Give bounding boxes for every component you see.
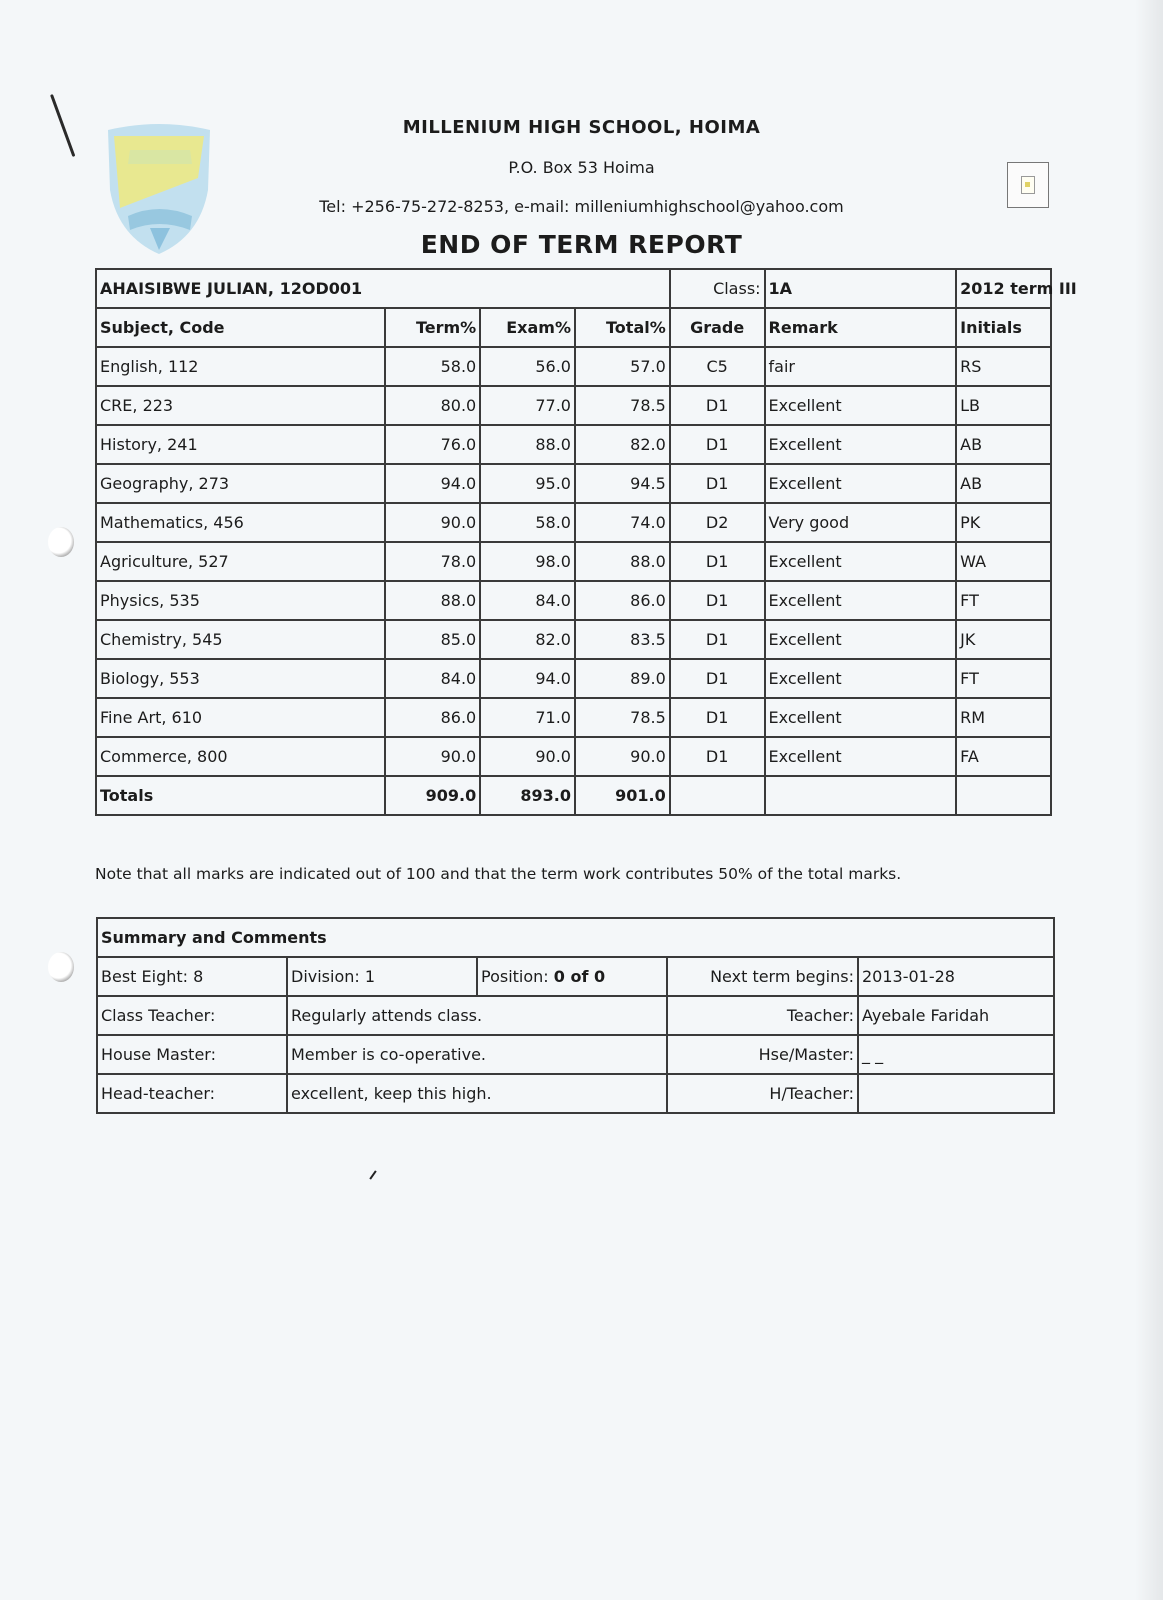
- initials-cell: FT: [956, 581, 1051, 620]
- subject-cell: Physics, 535: [96, 581, 385, 620]
- initials-cell: FT: [956, 659, 1051, 698]
- exam-cell: 95.0: [480, 464, 575, 503]
- col-exam: Exam%: [480, 308, 575, 347]
- term-cell: 76.0: [385, 425, 480, 464]
- remark-cell: Excellent: [765, 542, 957, 581]
- col-subject: Subject, Code: [96, 308, 385, 347]
- exam-cell: 88.0: [480, 425, 575, 464]
- hse-master-value: _ _: [858, 1035, 1054, 1074]
- total-cell: 86.0: [575, 581, 670, 620]
- grade-cell: D1: [670, 542, 765, 581]
- teacher-name: Ayebale Faridah: [858, 996, 1054, 1035]
- totals-initials-empty: [956, 776, 1051, 815]
- class-teacher-comment: Regularly attends class.: [287, 996, 667, 1035]
- position-label: Position:: [481, 967, 549, 986]
- summary-title-row: [97, 918, 1054, 957]
- col-term: Term%: [385, 308, 480, 347]
- position-value: 0 of 0: [553, 967, 606, 986]
- division: Division: 1: [287, 957, 477, 996]
- table-row: [96, 698, 1051, 737]
- term-cell: 94.0: [385, 464, 480, 503]
- class-teacher-label: Class Teacher:: [97, 996, 287, 1035]
- term-cell: 90.0: [385, 503, 480, 542]
- grade-cell: D1: [670, 464, 765, 503]
- marks-note: Note that all marks are indicated out of 100 and that the term work contributes 50% of the total marks.: [95, 865, 902, 883]
- remark-cell: Excellent: [765, 386, 957, 425]
- initials-cell: WA: [956, 542, 1051, 581]
- col-grade: Grade: [670, 308, 765, 347]
- subject-cell: English, 112: [96, 347, 385, 386]
- subject-cell: Mathematics, 456: [96, 503, 385, 542]
- exam-cell: 58.0: [480, 503, 575, 542]
- total-cell: 57.0: [575, 347, 670, 386]
- remark-cell: Excellent: [765, 464, 957, 503]
- subject-cell: CRE, 223: [96, 386, 385, 425]
- remark-cell: Very good: [765, 503, 957, 542]
- h-teacher-label: H/Teacher:: [667, 1074, 858, 1113]
- initials-cell: AB: [956, 425, 1051, 464]
- term-cell: 90.0: [385, 737, 480, 776]
- initials-cell: RS: [956, 347, 1051, 386]
- totals-row: [96, 776, 1051, 815]
- col-remark: Remark: [765, 308, 957, 347]
- exam-cell: 84.0: [480, 581, 575, 620]
- grade-cell: D1: [670, 737, 765, 776]
- pen-tick: [369, 1170, 376, 1179]
- class-teacher-row: [97, 996, 1054, 1035]
- grade-cell: D1: [670, 386, 765, 425]
- column-header-row: [96, 308, 1051, 347]
- total-cell: 78.5: [575, 698, 670, 737]
- term-cell: 86.0: [385, 698, 480, 737]
- totals-remark-empty: [765, 776, 957, 815]
- initials-cell: RM: [956, 698, 1051, 737]
- total-cell: 88.0: [575, 542, 670, 581]
- total-cell: 90.0: [575, 737, 670, 776]
- table-row: [96, 386, 1051, 425]
- grade-cell: D1: [670, 659, 765, 698]
- total-cell: 83.5: [575, 620, 670, 659]
- table-row: [96, 503, 1051, 542]
- table-row: [96, 581, 1051, 620]
- term-cell: 78.0: [385, 542, 480, 581]
- subject-cell: Commerce, 800: [96, 737, 385, 776]
- totals-exam: 893.0: [480, 776, 575, 815]
- total-cell: 94.5: [575, 464, 670, 503]
- h-teacher-value: [858, 1074, 1054, 1113]
- exam-cell: 56.0: [480, 347, 575, 386]
- next-term-label: Next term begins:: [667, 957, 858, 996]
- total-cell: 74.0: [575, 503, 670, 542]
- total-cell: 82.0: [575, 425, 670, 464]
- initials-cell: AB: [956, 464, 1051, 503]
- summary-title: Summary and Comments: [97, 918, 1054, 957]
- total-cell: 89.0: [575, 659, 670, 698]
- remark-cell: Excellent: [765, 737, 957, 776]
- term-cell: 80.0: [385, 386, 480, 425]
- table-row: [96, 620, 1051, 659]
- exam-cell: 94.0: [480, 659, 575, 698]
- term-cell: 85.0: [385, 620, 480, 659]
- house-master-comment: Member is co-operative.: [287, 1035, 667, 1074]
- summary-stats-row: [97, 957, 1054, 996]
- head-teacher-label: Head-teacher:: [97, 1074, 287, 1113]
- subject-cell: Chemistry, 545: [96, 620, 385, 659]
- exam-cell: 71.0: [480, 698, 575, 737]
- subject-cell: Geography, 273: [96, 464, 385, 503]
- table-row: [96, 659, 1051, 698]
- school-contact: Tel: +256-75-272-8253, e-mail: milleniumhighschool@yahoo.com: [319, 197, 844, 216]
- remark-cell: Excellent: [765, 620, 957, 659]
- grade-cell: D1: [670, 620, 765, 659]
- class-label: Class:: [670, 269, 765, 308]
- best-eight: Best Eight: 8: [97, 957, 287, 996]
- punch-hole-top: [48, 527, 74, 557]
- school-name: MILLENIUM HIGH SCHOOL, HOIMA: [402, 117, 761, 138]
- report-title: END OF TERM REPORT: [420, 230, 743, 259]
- student-info-row: [96, 269, 1051, 308]
- totals-label: Totals: [96, 776, 385, 815]
- broken-image-icon: [1021, 176, 1035, 194]
- exam-cell: 90.0: [480, 737, 575, 776]
- remark-cell: fair: [765, 347, 957, 386]
- subject-cell: Agriculture, 527: [96, 542, 385, 581]
- remark-cell: Excellent: [765, 659, 957, 698]
- totals-grade-empty: [670, 776, 765, 815]
- position: [477, 957, 667, 996]
- initials-cell: LB: [956, 386, 1051, 425]
- remark-cell: Excellent: [765, 581, 957, 620]
- term-cell: 88.0: [385, 581, 480, 620]
- exam-cell: 82.0: [480, 620, 575, 659]
- student-name-id: AHAISIBWE JULIAN, 12OD001: [96, 269, 670, 308]
- totals-term: 909.0: [385, 776, 480, 815]
- totals-total: 901.0: [575, 776, 670, 815]
- punch-hole-bottom: [48, 952, 74, 982]
- table-row: [96, 737, 1051, 776]
- grade-cell: D1: [670, 581, 765, 620]
- term-cell: 84.0: [385, 659, 480, 698]
- house-master-label: House Master:: [97, 1035, 287, 1074]
- head-teacher-comment: excellent, keep this high.: [287, 1074, 667, 1113]
- col-initials: Initials: [956, 308, 1051, 347]
- school-address: P.O. Box 53 Hoima: [508, 158, 655, 177]
- house-master-row: [97, 1035, 1054, 1074]
- subject-cell: History, 241: [96, 425, 385, 464]
- grade-cell: D1: [670, 425, 765, 464]
- grade-cell: D1: [670, 698, 765, 737]
- table-row: [96, 425, 1051, 464]
- next-term-date: 2013-01-28: [858, 957, 1054, 996]
- table-row: [96, 542, 1051, 581]
- photo-placeholder-icon: [1007, 162, 1049, 208]
- subject-cell: Biology, 553: [96, 659, 385, 698]
- initials-cell: JK: [956, 620, 1051, 659]
- teacher-label: Teacher:: [667, 996, 858, 1035]
- grade-cell: C5: [670, 347, 765, 386]
- summary-table: [96, 917, 1055, 1114]
- subject-cell: Fine Art, 610: [96, 698, 385, 737]
- table-row: [96, 464, 1051, 503]
- term-cell: 58.0: [385, 347, 480, 386]
- initials-cell: FA: [956, 737, 1051, 776]
- initials-cell: PK: [956, 503, 1051, 542]
- exam-cell: 98.0: [480, 542, 575, 581]
- table-row: [96, 347, 1051, 386]
- head-teacher-row: [97, 1074, 1054, 1113]
- hse-master-label: Hse/Master:: [667, 1035, 858, 1074]
- class-value: 1A: [765, 269, 957, 308]
- exam-cell: 77.0: [480, 386, 575, 425]
- total-cell: 78.5: [575, 386, 670, 425]
- term-label: 2012 term III: [956, 269, 1051, 308]
- col-total: Total%: [575, 308, 670, 347]
- marks-table: [95, 268, 1077, 816]
- remark-cell: Excellent: [765, 425, 957, 464]
- grade-cell: D2: [670, 503, 765, 542]
- remark-cell: Excellent: [765, 698, 957, 737]
